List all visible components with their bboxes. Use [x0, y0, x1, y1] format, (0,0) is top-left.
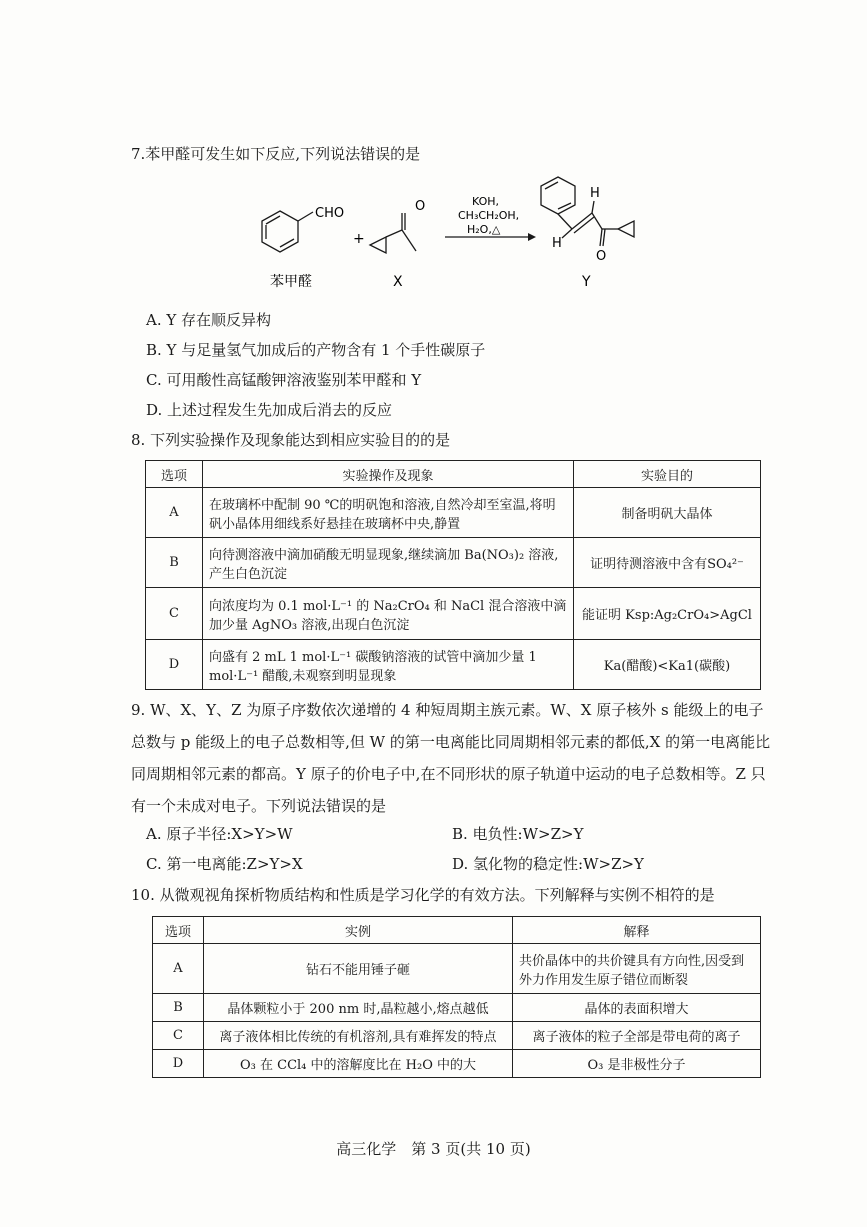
q10-row-explanation: 离子液体的粒子全部是带电荷的离子 — [513, 1022, 761, 1050]
y-oxygen: O — [596, 249, 607, 264]
q8-stem: 8. 下列实验操作及现象能达到相应实验目的的是 — [131, 431, 451, 449]
q8-table — [145, 460, 761, 690]
q10-row-option: D — [153, 1050, 204, 1078]
page-footer: 高三化学 第 3 页(共 10 页) — [336, 1140, 531, 1158]
q8-row-operation: 向盛有 2 mL 1 mol·L⁻¹ 碳酸钠溶液的试管中滴加少量 1 mol·L⁻¹ 醋酸,未观察到明显现象 — [203, 640, 574, 690]
q8-row — [146, 488, 761, 538]
q8-row-option: A — [146, 488, 203, 538]
q8-row-goal: 能证明 Ksp:Ag₂CrO₄>AgCl — [574, 588, 761, 640]
q7-option-c: C. 可用酸性高锰酸钾溶液鉴别苯甲醛和 Y — [146, 371, 422, 389]
q8-row-option: C — [146, 588, 203, 640]
q9-option-d: D. 氢化物的稳定性:W>Z>Y — [452, 855, 644, 873]
q10-row — [153, 1050, 761, 1078]
q8-row-option: D — [146, 640, 203, 690]
q10-row-option: C — [153, 1022, 204, 1050]
q10-header-row — [153, 917, 761, 944]
q7-stem: 7.苯甲醛可发生如下反应,下列说法错误的是 — [131, 145, 421, 163]
q10-row-example: O₃ 在 CCl₄ 中的溶解度比在 H₂O 中的大 — [204, 1050, 513, 1078]
q9-option-a: A. 原子半径:X>Y>W — [146, 825, 293, 843]
q8-row-goal: 证明待测溶液中含有SO₄²⁻ — [574, 538, 761, 588]
q8-row — [146, 640, 761, 690]
q10-row-explanation: O₃ 是非极性分子 — [513, 1050, 761, 1078]
q10-row-explanation: 晶体的表面积增大 — [513, 994, 761, 1022]
q8-row-goal: 制备明矾大晶体 — [574, 488, 761, 538]
x-structure — [370, 213, 416, 253]
q8-row — [146, 588, 761, 640]
q7-option-d: D. 上述过程发生先加成后消去的反应 — [146, 401, 393, 419]
q8-header-operation: 实验操作及现象 — [203, 461, 574, 488]
benzaldehyde-structure — [262, 211, 313, 252]
q8-row-operation: 向待测溶液中滴加硝酸无明显现象,继续滴加 Ba(NO₃)₂ 溶液,产生白色沉淀 — [203, 538, 574, 588]
q10-header-example: 实例 — [204, 917, 513, 944]
y-h-top: H — [590, 186, 600, 201]
q8-row-option: B — [146, 538, 203, 588]
q9-option-b: B. 电负性:W>Z>Y — [452, 825, 584, 843]
q8-header-option: 选项 — [146, 461, 203, 488]
q10-row-option: B — [153, 994, 204, 1022]
q8-row — [146, 538, 761, 588]
q8-header-goal: 实验目的 — [574, 461, 761, 488]
q7-option-b: B. Y 与足量氢气加成后的产物含有 1 个手性碳原子 — [146, 341, 486, 359]
q10-row-example: 钻石不能用锤子砸 — [204, 944, 513, 994]
q10-row-option: A — [153, 944, 204, 994]
cho-label: CHO — [315, 206, 345, 221]
q10-row — [153, 994, 761, 1022]
q8-row-operation: 向浓度均为 0.1 mol·L⁻¹ 的 Na₂CrO₄ 和 NaCl 混合溶液中滴加少量 AgNO₃ 溶液,出现白色沉淀 — [203, 588, 574, 640]
q10-row-example: 晶体颗粒小于 200 nm 时,晶粒越小,熔点越低 — [204, 994, 513, 1022]
q9-option-c: C. 第一电离能:Z>Y>X — [146, 855, 303, 873]
reaction-scheme — [250, 175, 670, 295]
q7-option-a: A. Y 存在顺反异构 — [146, 311, 272, 329]
q9-stem: 9. W、X、Y、Z 为原子序数依次递增的 4 种短周期主族元素。W、X 原子核外 s 能级上的电子总数与 p 能级上的电子总数相等,但 W 的第一电离能比同周期相邻元素的都低,X 的第一电离能比同周期相邻元素的都高。Y 原子的价电子中,在不同形状的原子轨道中运动的电子总数相等。Z 只有一个未成对电子。下列说法错误的是 — [131, 701, 771, 815]
q8-row-goal: Ka(醋酸)<Ka1(碳酸) — [574, 640, 761, 690]
condition-1: KOH, — [472, 195, 500, 208]
benzaldehyde-name: 苯甲醛 — [270, 274, 312, 290]
q8-row-operation: 在玻璃杯中配制 90 ℃的明矾饱和溶液,自然冷却至室温,将明矾小晶体用细线系好悬挂在玻璃杯中央,静置 — [203, 488, 574, 538]
q10-row — [153, 1022, 761, 1050]
q10-header-explanation: 解释 — [513, 917, 761, 944]
x-name: X — [393, 274, 403, 290]
x-oxygen: O — [415, 199, 426, 214]
q10-header-option: 选项 — [153, 917, 204, 944]
q10-row — [153, 944, 761, 994]
plus-sign: + — [353, 231, 365, 247]
condition-2: CH₃CH₂OH, — [458, 209, 520, 222]
q8-header-row — [146, 461, 761, 488]
q10-stem: 10. 从微观视角探析物质结构和性质是学习化学的有效方法。下列解释与实例不相符的是 — [131, 886, 715, 904]
y-name: Y — [582, 274, 591, 290]
y-h-bottom: H — [552, 236, 562, 251]
condition-3: H₂O,△ — [467, 223, 501, 236]
q10-row-example: 离子液体相比传统的有机溶剂,具有难挥发的特点 — [204, 1022, 513, 1050]
q10-table — [152, 916, 761, 1078]
q10-row-explanation: 共价晶体中的共价键具有方向性,因受到外力作用发生原子错位而断裂 — [513, 944, 761, 994]
